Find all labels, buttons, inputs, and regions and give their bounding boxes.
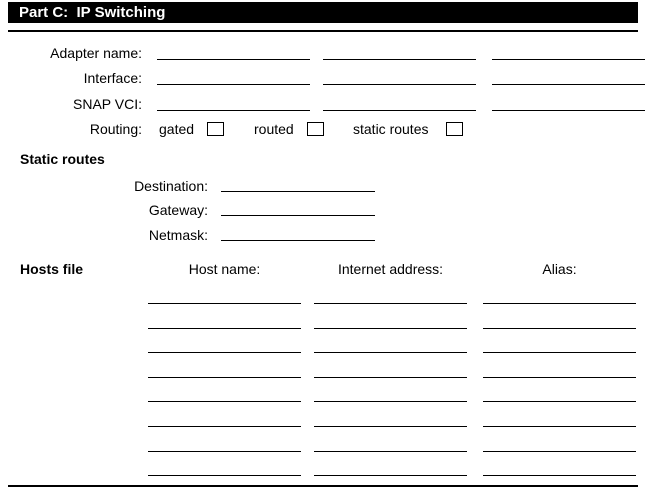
interface-field-3[interactable] [492, 84, 645, 85]
routing-routed-checkbox[interactable] [307, 122, 324, 136]
alias-field[interactable] [483, 328, 636, 329]
gateway-field[interactable] [221, 215, 375, 216]
host-name-field[interactable] [148, 475, 301, 476]
snap-vci-field-2[interactable] [323, 110, 476, 111]
alias-field[interactable] [483, 475, 636, 476]
alias-field[interactable] [483, 426, 636, 427]
snap-vci-field-1[interactable] [157, 110, 310, 111]
alias-column-header: Alias: [542, 261, 577, 277]
internet-address-field[interactable] [314, 451, 467, 452]
destination-field[interactable] [221, 191, 375, 192]
host-name-field[interactable] [148, 352, 301, 353]
routing-static-routes-checkbox[interactable] [446, 122, 463, 136]
host-name-column-header: Host name: [188, 261, 261, 277]
alias-field[interactable] [483, 451, 636, 452]
snap-vci-label: SNAP VCI: [73, 96, 142, 112]
routing-gated-checkbox[interactable] [207, 122, 224, 136]
host-name-field[interactable] [148, 426, 301, 427]
internet-address-field[interactable] [314, 401, 467, 402]
host-name-field[interactable] [148, 401, 301, 402]
snap-vci-field-3[interactable] [492, 110, 645, 111]
host-name-field[interactable] [148, 377, 301, 378]
section-header: Part C: IP Switching [8, 2, 638, 23]
routing-gated-label: gated [159, 121, 195, 137]
interface-field-1[interactable] [157, 84, 310, 85]
adapter-name-field-2[interactable] [323, 59, 476, 60]
internet-address-field[interactable] [314, 303, 467, 304]
static-routes-title: Static routes [20, 151, 105, 167]
internet-address-field[interactable] [314, 426, 467, 427]
internet-address-field[interactable] [314, 352, 467, 353]
footer-rule [8, 485, 638, 487]
destination-label: Destination: [134, 178, 208, 194]
alias-field[interactable] [483, 352, 636, 353]
host-name-field[interactable] [148, 451, 301, 452]
adapter-name-field-1[interactable] [157, 59, 310, 60]
internet-address-field[interactable] [314, 475, 467, 476]
routing-static-routes-label: static routes [353, 121, 429, 137]
alias-field[interactable] [483, 303, 636, 304]
internet-address-field[interactable] [314, 328, 467, 329]
routing-label: Routing: [89, 121, 142, 137]
host-name-field[interactable] [148, 328, 301, 329]
internet-address-field[interactable] [314, 377, 467, 378]
header-rule [8, 30, 638, 32]
alias-field[interactable] [483, 377, 636, 378]
interface-field-2[interactable] [323, 84, 476, 85]
alias-field[interactable] [483, 401, 636, 402]
netmask-field[interactable] [221, 240, 375, 241]
internet-address-column-header: Internet address: [337, 261, 444, 277]
adapter-name-field-3[interactable] [492, 59, 645, 60]
interface-label: Interface: [83, 70, 142, 86]
adapter-name-label: Adapter name: [50, 45, 142, 61]
routing-routed-label: routed [254, 121, 294, 137]
gateway-label: Gateway: [148, 202, 208, 218]
hosts-file-title: Hosts file [20, 261, 84, 277]
host-name-field[interactable] [148, 303, 301, 304]
netmask-label: Netmask: [148, 227, 208, 243]
